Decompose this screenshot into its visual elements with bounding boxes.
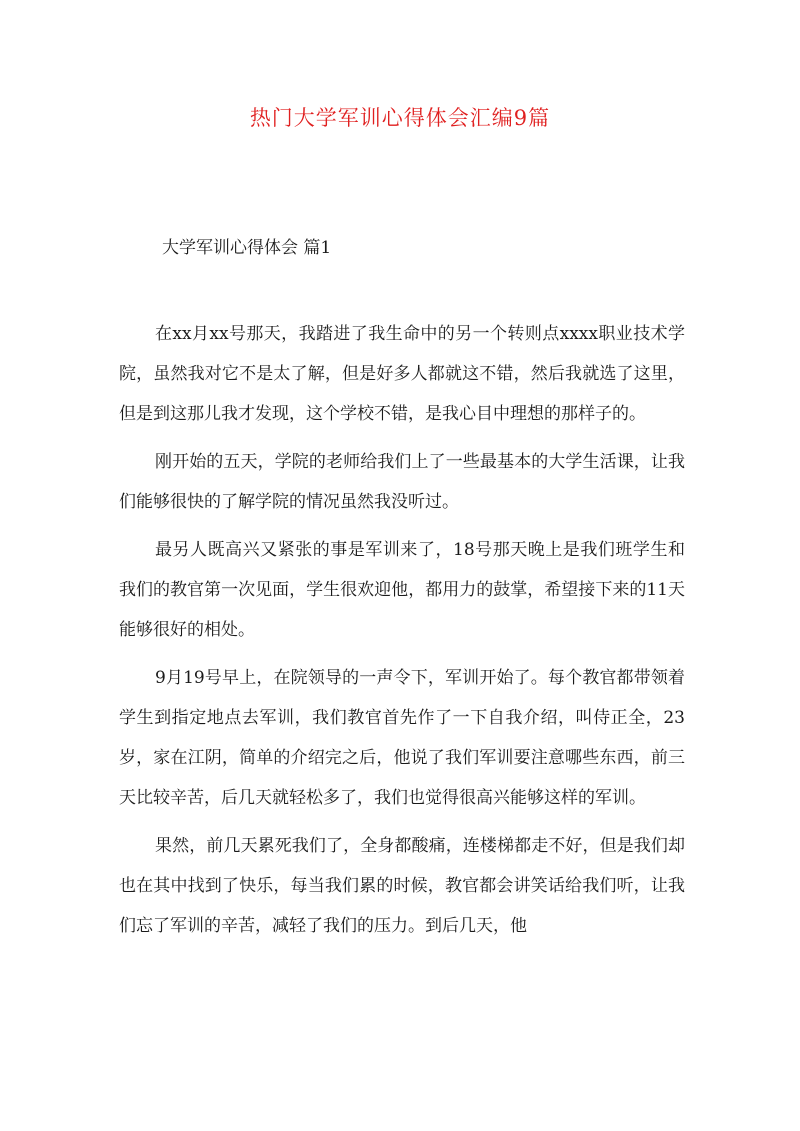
paragraph: 9月19号早上，在院领导的一声令下，军训开始了。每个教官都带领着学生到指定地点去军训，我们教官首先作了一下自我介绍，叫侍正全，23岁，家在江阴，简单的介绍完之后，他说了我们军训要注意哪些东西，前三天比较辛苦，后几天就轻松多了，我们也觉得很高兴能够这样的军训。 <box>119 668 685 808</box>
paragraph: 刚开始的五天，学院的老师给我们上了一些最基本的大学生活课，让我们能够很快的了解学院的情况虽然我没听过。 <box>119 452 685 512</box>
document-body <box>119 314 685 946</box>
paragraph: 在xx月xx号那天，我踏进了我生命中的另一个转则点xxxx职业技术学院，虽然我对它不是太了解，但是好多人都就这不错，然后我就选了这里，但是到这那儿我才发现，这个学校不错，是我心目中理想的那样子的。 <box>119 324 685 424</box>
section-heading: 大学军训心得体会 篇1 <box>162 238 332 258</box>
document-title: 热门大学军训心得体会汇编9篇 <box>249 106 551 130</box>
paragraph: 最另人既高兴又紧张的事是军训来了，18号那天晚上是我们班学生和我们的教官第一次见面，学生很欢迎他，都用力的鼓掌，希望接下来的11天能够很好的相处。 <box>119 540 685 640</box>
paragraph: 果然，前几天累死我们了，全身都酸痛，连楼梯都走不好，但是我们却也在其中找到了快乐，每当我们累的时候，教官都会讲笑话给我们听，让我们忘了军训的辛苦，减轻了我们的压力。到后几天，他 <box>119 836 685 936</box>
